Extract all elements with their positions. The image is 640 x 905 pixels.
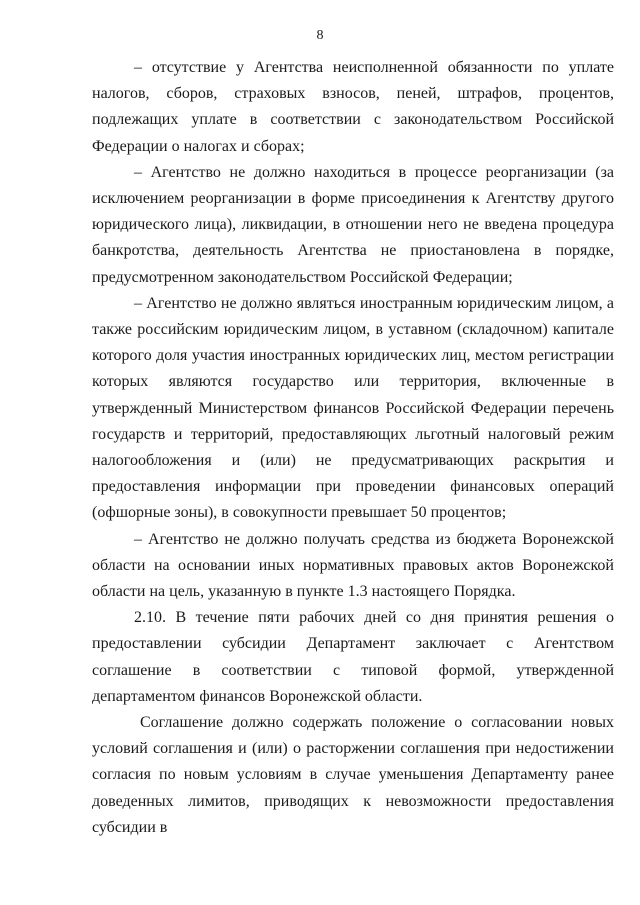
paragraph-budget-funds: – Агентство не должно получать средства из бюджета Воронежской области на основании иных нормативных правовых актов Воронежской области на цель, указанную в пункте 1.3 настоящего Порядка. [92,530,614,601]
document-body [92,55,614,841]
paragraph-agreement-2-10: 2.10. В течение пяти рабочих дней со дня принятия решения о предоставлении субсидии Департамент заключает с Агентством соглашение в соответствии с типовой формой, утвержденной департаментом финансов Воронежской области. [92,609,614,705]
paragraph-reorganization: – Агентство не должно находиться в процессе реорганизации (за исключением реорганизации в форме присоединения к Агентству другого юридического лица), ликвидации, в отношении него не введена процедура банкротства, деятельность Агентства не приостановлена в порядке, предусмотренном законодательством Российской Федерации; [92,163,614,286]
paragraph-agreement-terms: Соглашение должно содержать положение о согласовании новых условий соглашения и (или) о расторжении соглашения при недостижении согласия по новым условиям в случае уменьшения Департаменту ранее доведенных лимитов, приводящих к невозможности предоставления субсидии в [92,714,614,836]
paragraph-foreign-entity: – Агентство не должно являться иностранным юридическим лицом, а также российским юридическим лицом, в уставном (складочном) капитале которого доля участия иностранных юридических лиц, местом регистрации которых являются государство или территория, включенные в утвержденный Министерством финансов Российской Федерации перечень государств и территорий, предоставляющих льготный налоговый режим налогообложения и (или) не предусматривающих раскрытия и предоставления информации при проведении финансовых операций (офшорные зоны), в совокупности превышает 50 процентов; [92,294,614,522]
page-number: 8 [316,28,324,43]
paragraph-tax-obligations: – отсутствие у Агентства неисполненной обязанности по уплате налогов, сборов, страховых взносов, пеней, штрафов, процентов, подлежащих уплате в соответствии с законодательством Российской Федерации о налогах и сборах; [92,59,614,155]
